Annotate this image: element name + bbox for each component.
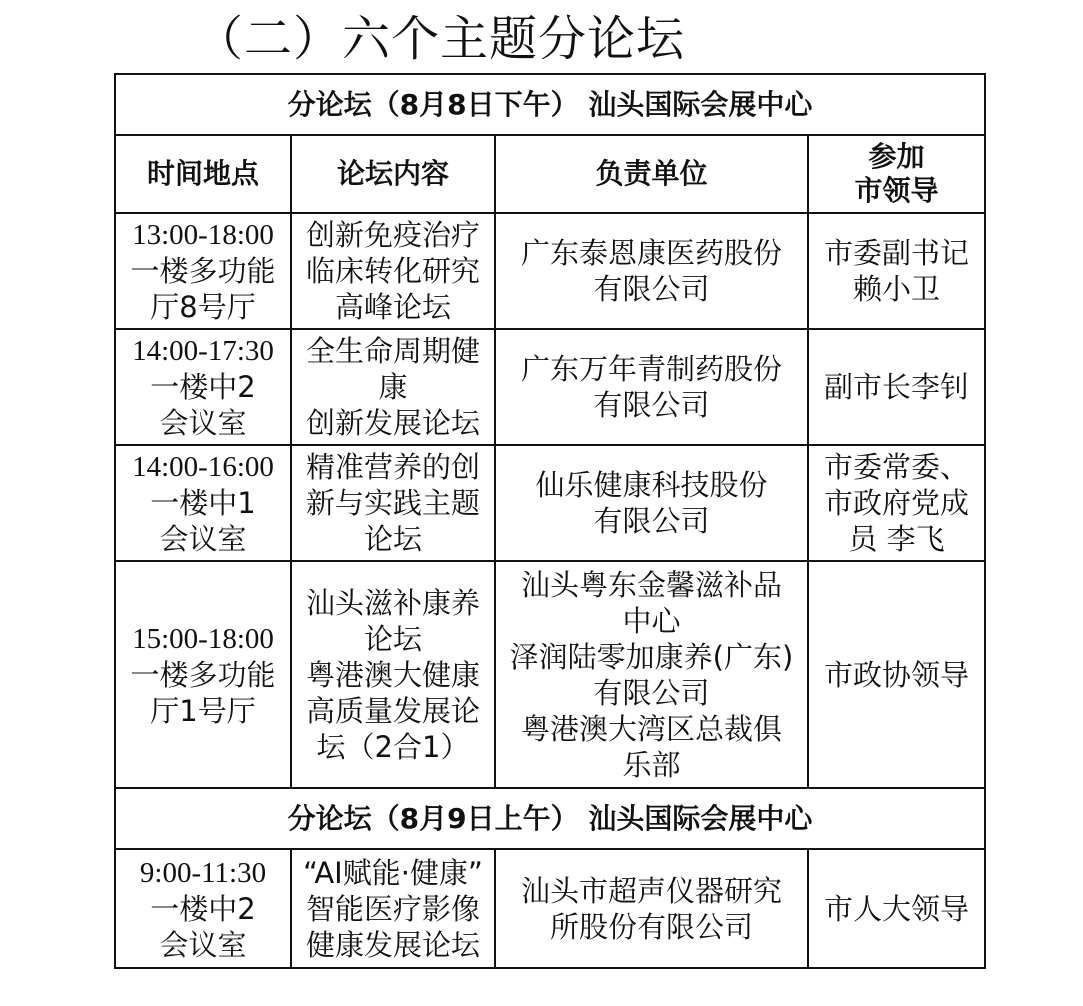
forum-content-cell bbox=[291, 849, 495, 968]
cell-line: 论坛内容 bbox=[336, 157, 449, 190]
cell-line: 中心 bbox=[622, 603, 681, 638]
cell-line: 市委副书记 bbox=[824, 236, 970, 270]
cell-line: 时间地点 bbox=[146, 157, 259, 190]
responsible-unit-cell bbox=[495, 445, 808, 561]
section-title-row bbox=[115, 74, 985, 135]
responsible-unit-cell bbox=[495, 329, 808, 445]
cell-line: 创新发展论坛 bbox=[305, 406, 480, 440]
leader-cell bbox=[808, 213, 985, 329]
table-row bbox=[115, 329, 985, 445]
section-title: 分论坛（8月8日下午） 汕头国际会展中心 bbox=[115, 74, 985, 135]
cell-line: “AI赋能·健康” bbox=[303, 855, 483, 890]
time-place-cell bbox=[115, 213, 291, 329]
section-title: 分论坛（8月9日上午） 汕头国际会展中心 bbox=[115, 788, 985, 849]
table-row bbox=[115, 445, 985, 561]
cell-line: 一楼中2 bbox=[150, 891, 256, 926]
cell-line: 高质量发展论 bbox=[305, 693, 480, 728]
cell-line: 参加 bbox=[868, 140, 925, 173]
cell-line: 会议室 bbox=[159, 927, 247, 962]
cell-line: 乐部 bbox=[622, 747, 681, 782]
cell-line: 泽润陆零加康养(广东) bbox=[509, 639, 794, 674]
cell-line: 市政府党成 bbox=[824, 486, 970, 520]
cell-line: 健康发展论坛 bbox=[305, 927, 480, 962]
time-place-cell bbox=[115, 849, 291, 968]
responsible-unit-cell bbox=[495, 849, 808, 968]
table-row bbox=[115, 561, 985, 788]
responsible-unit-cell bbox=[495, 213, 808, 329]
cell-line: 汕头滋补康养 bbox=[305, 585, 480, 620]
table-row bbox=[115, 849, 985, 968]
cell-line: 市委常委、 bbox=[824, 450, 970, 484]
column-header-row bbox=[115, 135, 985, 213]
cell-line: 高峰论坛 bbox=[334, 290, 451, 324]
cell-line: 创新免疫治疗 bbox=[305, 218, 480, 252]
column-header bbox=[291, 135, 495, 213]
cell-line: 13:00-18:00 bbox=[132, 219, 274, 251]
forum-content-cell bbox=[291, 213, 495, 329]
forum-content-cell bbox=[291, 445, 495, 561]
leader-cell bbox=[808, 329, 985, 445]
cell-line: 论坛 bbox=[363, 621, 422, 656]
leader-cell bbox=[808, 445, 985, 561]
cell-line: 论坛 bbox=[363, 522, 422, 556]
cell-line: 厅8号厅 bbox=[150, 290, 256, 324]
cell-line: 14:00-16:00 bbox=[132, 451, 274, 483]
cell-line: 市政协领导 bbox=[824, 657, 970, 692]
cell-line: 会议室 bbox=[159, 522, 247, 556]
time-place-cell bbox=[115, 329, 291, 445]
cell-line: 员 李飞 bbox=[848, 522, 945, 556]
time-place-cell bbox=[115, 445, 291, 561]
forum-content-cell bbox=[291, 561, 495, 788]
cell-line: 一楼多功能 bbox=[130, 657, 276, 692]
cell-line: 新与实践主题 bbox=[305, 486, 480, 520]
section-title-row bbox=[115, 788, 985, 849]
cell-line: 9:00-11:30 bbox=[139, 856, 267, 889]
responsible-unit-cell bbox=[495, 561, 808, 788]
cell-line: 粤港澳大湾区总裁俱 bbox=[520, 711, 782, 746]
cell-line: 一楼中1 bbox=[150, 486, 256, 520]
table-row bbox=[115, 213, 985, 329]
column-header bbox=[808, 135, 985, 213]
page-heading: （二）六个主题分论坛 bbox=[195, 11, 686, 67]
cell-line: 15:00-18:00 bbox=[132, 622, 274, 655]
leader-cell bbox=[808, 561, 985, 788]
cell-line: 负责单位 bbox=[595, 157, 708, 190]
cell-line: 赖小卫 bbox=[853, 272, 941, 306]
cell-line: 全生命周期健 bbox=[305, 334, 480, 368]
column-header bbox=[495, 135, 808, 213]
cell-line: 厅1号厅 bbox=[150, 693, 256, 728]
cell-line: 仙乐健康科技股份 bbox=[535, 468, 768, 502]
cell-line: 广东泰恩康医药股份 bbox=[520, 236, 782, 270]
column-header bbox=[115, 135, 291, 213]
cell-line: 有限公司 bbox=[593, 388, 710, 422]
cell-line: 有限公司 bbox=[593, 504, 710, 538]
cell-line: 坛（2合1） bbox=[316, 729, 470, 764]
forum-content-cell bbox=[291, 329, 495, 445]
cell-line: 广东万年青制药股份 bbox=[520, 352, 782, 386]
cell-line: 一楼多功能 bbox=[130, 254, 276, 288]
cell-line: 汕头市超声仪器研究 bbox=[520, 873, 782, 908]
cell-line: 汕头粤东金馨滋补品 bbox=[520, 567, 782, 602]
cell-line: 14:00-17:30 bbox=[132, 335, 274, 367]
cell-line: 副市长李钊 bbox=[824, 370, 970, 404]
cell-line: 粤港澳大健康 bbox=[305, 657, 480, 692]
forum-schedule-table bbox=[114, 73, 986, 969]
cell-line: 临床转化研究 bbox=[305, 254, 480, 288]
cell-line: 所股份有限公司 bbox=[549, 909, 753, 944]
cell-line: 有限公司 bbox=[593, 272, 710, 306]
time-place-cell bbox=[115, 561, 291, 788]
cell-line: 一楼中2 bbox=[150, 370, 256, 404]
cell-line: 会议室 bbox=[159, 406, 247, 440]
cell-line: 市人大领导 bbox=[824, 891, 970, 926]
cell-line: 市领导 bbox=[854, 174, 939, 207]
cell-line: 智能医疗影像 bbox=[305, 891, 480, 926]
cell-line: 精准营养的创 bbox=[305, 450, 480, 484]
cell-line: 康 bbox=[378, 370, 408, 404]
cell-line: 有限公司 bbox=[593, 675, 710, 710]
leader-cell bbox=[808, 849, 985, 968]
